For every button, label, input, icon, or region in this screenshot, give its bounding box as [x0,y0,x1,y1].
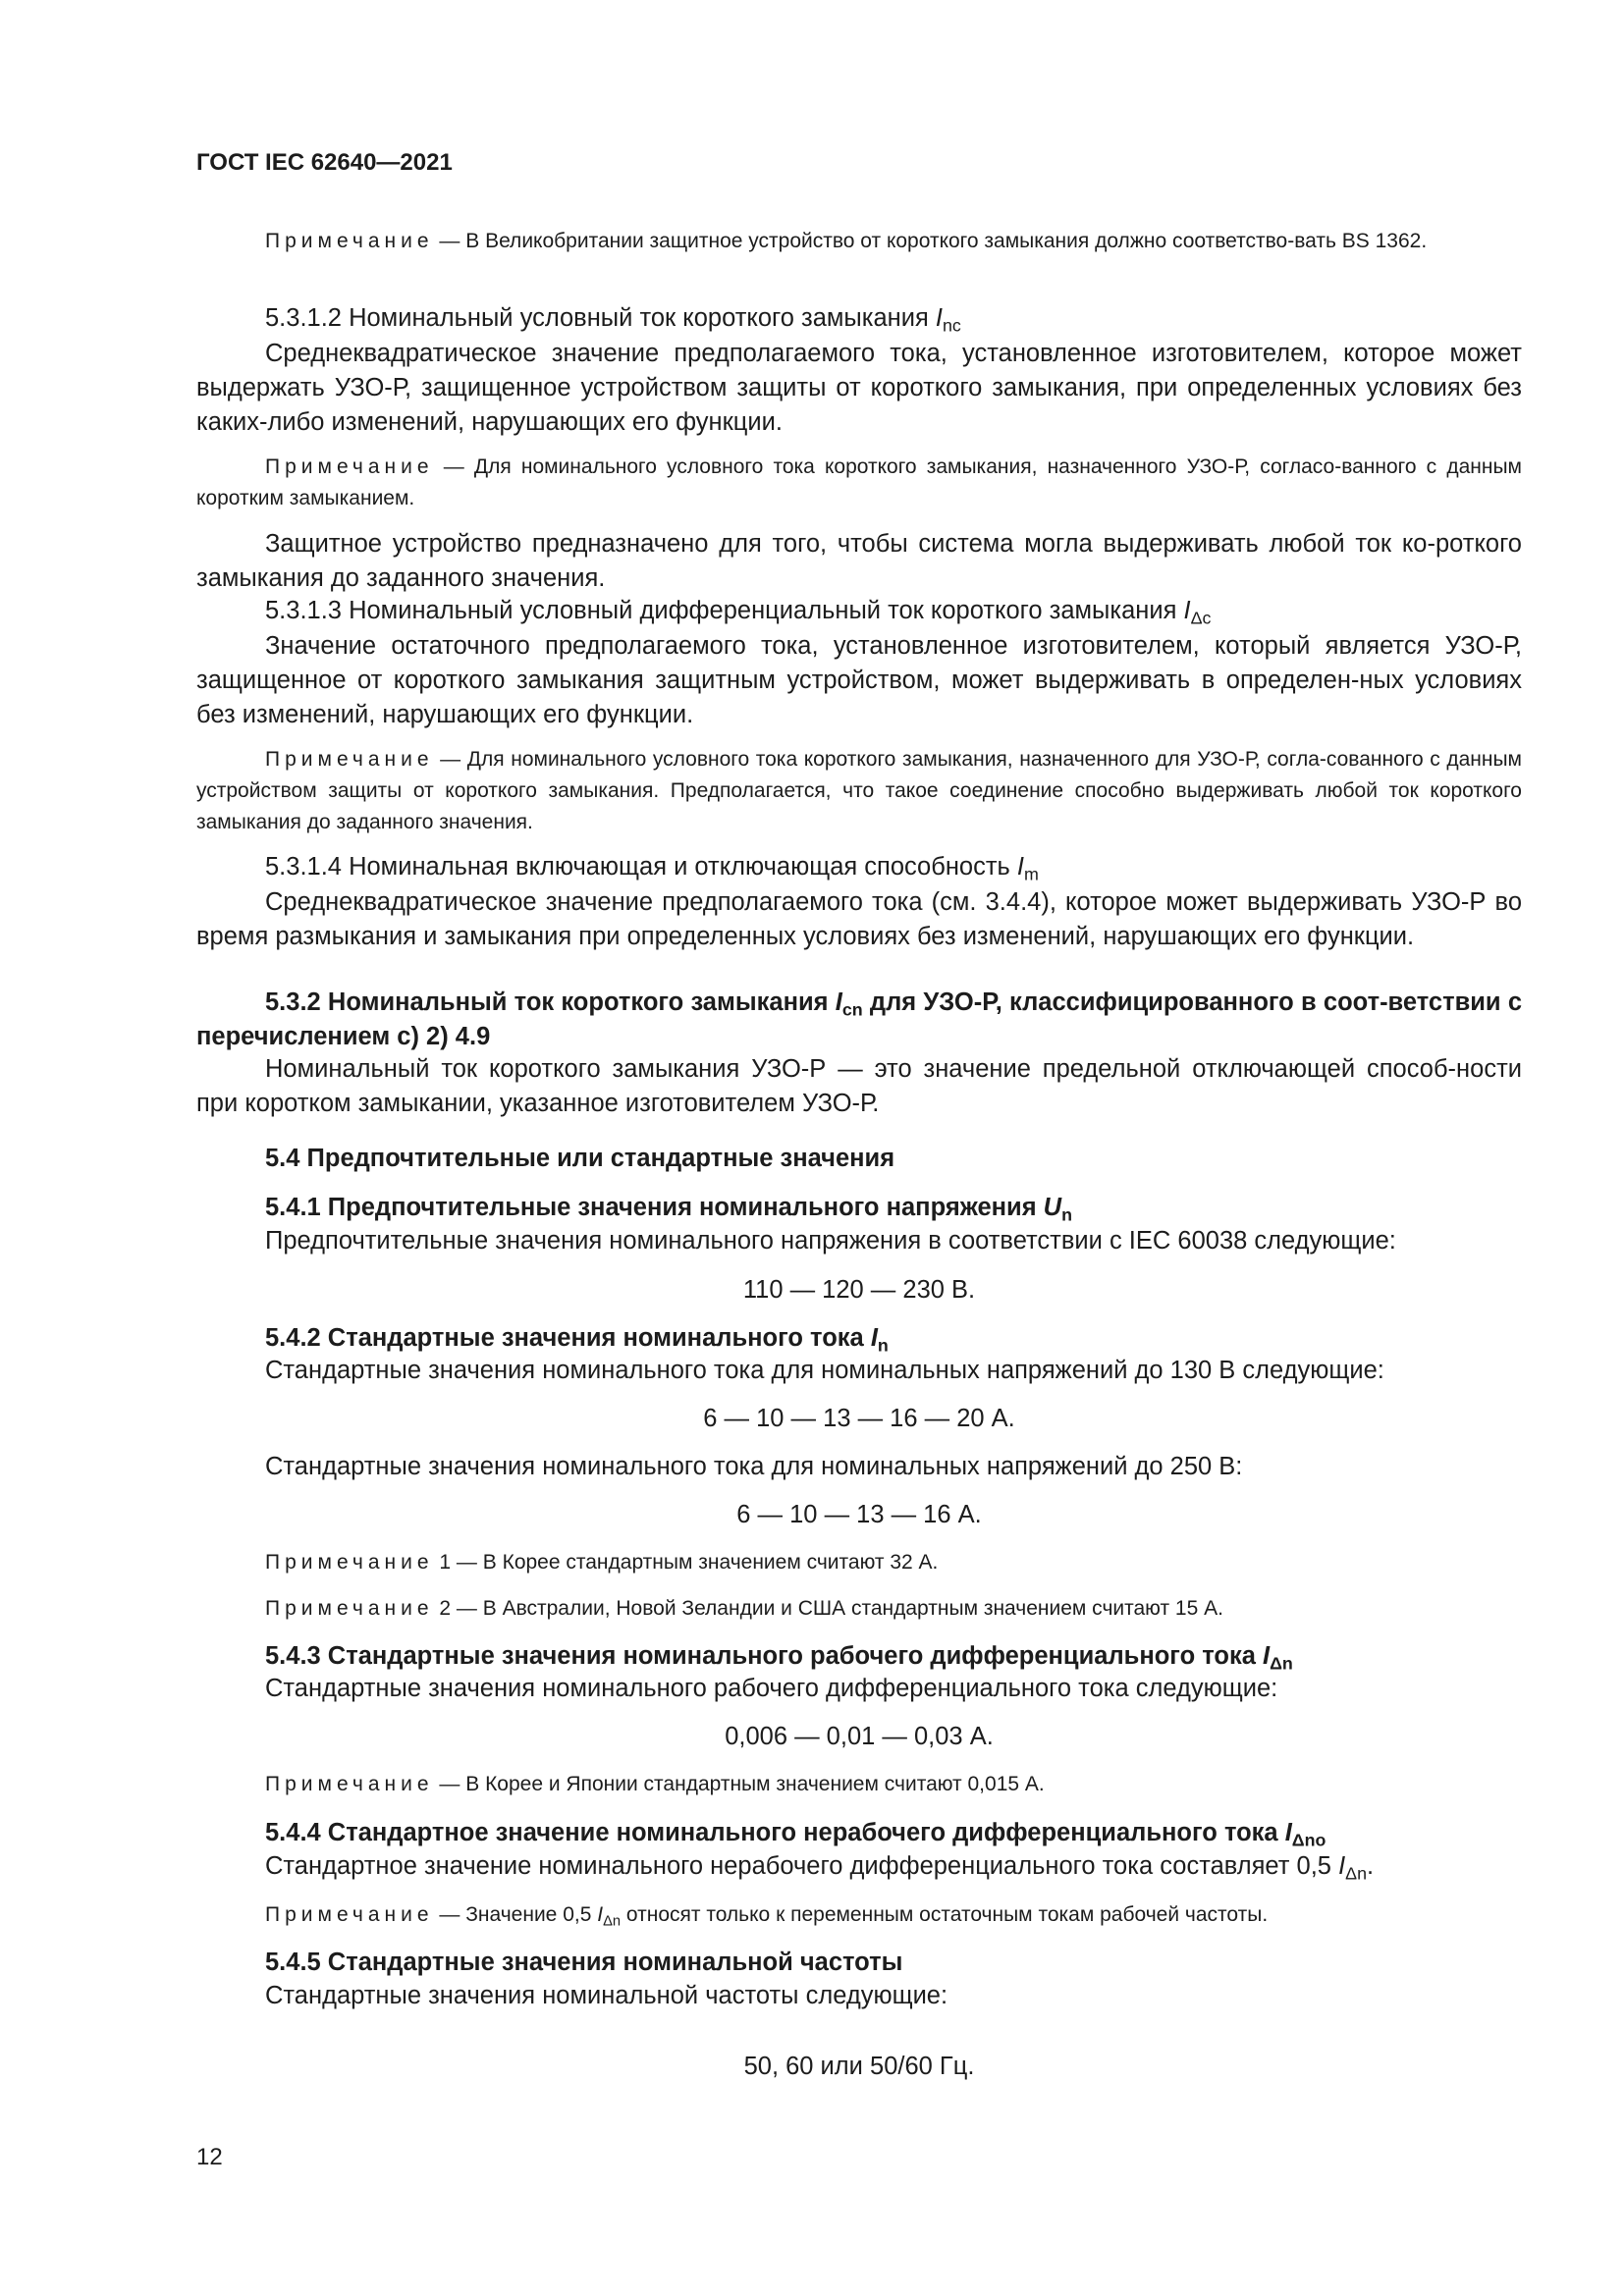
section-5-4-2-values-2: 6 — 10 — 13 — 16 А. [736,1501,982,1528]
section-5-3-1-4-body: Среднеквадратическое значение предполагаемого тока (см. 3.4.4), которое может выдерживать УЗО-Р во время размыкания и замыкания при определенных условиях без изменений, нарушающих его функции. [196,888,1522,950]
note-label: Примечание [265,1551,434,1574]
page-number: 12 [196,2144,223,2170]
section-5-4-title: 5.4 Предпочтительные или стандартные значения [265,1145,895,1172]
section-5-4-5-title: 5.4.5 Стандартные значения номинальной частоты [265,1949,903,1976]
section-5-4-3-body: Стандартные значения номинального рабочего дифференциального тока следующие: [265,1675,1278,1702]
note-5-4-2-1: Примечание 1 — В Корее стандартным значением считают 32 А. [265,1551,939,1574]
section-5-3-1-3-body: Значение остаточного предполагаемого тока, установленное изготовителем, который является УЗО-Р, защищенное от короткого замыкания защитным устройством, может выдерживать в определен-ных условиях без изменений, нарушающих его функции. [196,632,1522,728]
section-5-4-5-body: Стандартные значения номинальной частоты следующие: [265,1982,948,2009]
section-5-4-3-values: 0,006 — 0,01 — 0,03 А. [725,1723,994,1750]
section-5-4-5-values: 50, 60 или 50/60 Гц. [743,2053,975,2080]
note-5-3-1-2: Примечание — Для номинального условного тока короткого замыкания, назначенного УЗО-Р, согласо-ванного с данным коротким замыканием. [196,455,1522,509]
section-5-3-1-2-title: 5.3.1.2 Номинальный условный ток короткого замыкания $I_{nc}$ [265,304,961,336]
section-5-4-2-values-1: 6 — 10 — 13 — 16 — 20 А. [703,1405,1015,1432]
document-header: ГОСТ IEC 62640—2021 [196,149,453,176]
section-5-4-4-title: 5.4.4 Стандартное значение номинального нерабочего дифференциального тока $I_{\Delta no}$ [265,1819,1326,1850]
section-5-4-1-title: 5.4.1 Предпочтительные значения номинального напряжения $U_n$ [265,1194,1072,1225]
note-5-3-1-3: Примечание — Для номинального условного тока короткого замыкания, назначенного для УЗО-Р, согла-сованного с данным устройством защиты от короткого замыкания. Предполагается, что такое соединение способно выдерживать любой ток короткого замыкания до заданного значения. [196,748,1522,833]
note-5-4-4: Примечание — Значение 0,5 $I_{\Delta n}$ относят только к переменным остаточным токам рабочей частоты. [265,1903,1269,1930]
protective-device-text: Защитное устройство предназначено для того, чтобы система могла выдерживать любой ток ко-роткого замыкания до заданного значения. [196,530,1522,592]
section-5-3-2-body: Номинальный ток короткого замыкания УЗО-Р — это значение предельной отключающей способ-ности при коротком замыкании, указанное изготовителем УЗО-Р. [196,1055,1522,1117]
note-5-3-1-1: Примечание — В Великобритании защитное устройство от короткого замыкания должно соответство-вать BS 1362. [265,230,1428,252]
note-label: Примечание [265,455,434,478]
note-label: Примечание [265,1903,434,1926]
note-label: Примечание [265,1597,434,1620]
section-5-3-1-2-body: Среднеквадратическое значение предполагаемого тока, установленное изготовителем, которое может выдержать УЗО-Р, защищенное устройством защиты от короткого замыкания, при определенных условиях без каких-либо изменений, нарушающих его функции. [196,340,1522,436]
section-5-4-2-title: 5.4.2 Стандартные значения номинального тока $I_n$ [265,1324,889,1356]
section-5-4-3-title: 5.4.3 Стандартные значения номинального рабочего дифференциального тока $I_{\Delta n}$ [265,1642,1293,1674]
section-5-3-1-3-title: 5.3.1.3 Номинальный условный дифференциальный ток короткого замыкания $I_{\Delta c}$ [265,597,1212,628]
note-label: Примечание [265,748,434,771]
section-5-4-2-body-2: Стандартные значения номинального тока для номинальных напряжений до 250 В: [265,1453,1243,1480]
section-5-4-1-values: 110 — 120 — 230 В. [742,1276,976,1304]
note-5-4-3: Примечание — В Корее и Японии стандартным значением считают 0,015 А. [265,1773,1045,1795]
note-label: Примечание [265,230,434,252]
section-5-3-2-title: 5.3.2 Номинальный ток короткого замыкания $I_{cn}$ для УЗО-Р, классифицированного в соот-ветствии с перечислением с) 2) 4.9 [196,988,1523,1050]
section-5-3-1-4-title: 5.3.1.4 Номинальная включающая и отключающая способность $I_m$ [265,853,1039,884]
note-5-4-2-2: Примечание 2 — В Австралии, Новой Зеландии и США стандартным значением считают 15 А. [265,1597,1223,1620]
note-label: Примечание [265,1773,434,1795]
section-5-4-4-body: Стандартное значение номинального нерабочего дифференциального тока составляет 0,5 $I_{\Delta n}$. [265,1852,1375,1884]
section-5-4-2-body-1: Стандартные значения номинального тока для номинальных напряжений до 130 В следующие: [265,1357,1384,1384]
section-5-4-1-body: Предпочтительные значения номинального напряжения в соответствии с IEC 60038 следующие: [265,1227,1396,1255]
